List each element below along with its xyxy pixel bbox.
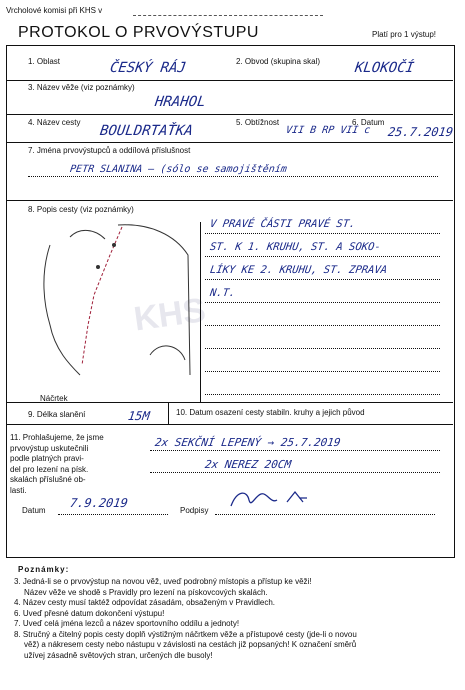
route-line-3: LÍKY KE 2. KRUHU, ST. ZPRAVA <box>209 264 388 276</box>
field-5-value: VII B RP VII c <box>285 125 372 136</box>
page-title: PROTOKOL O PRVOVÝSTUPU <box>18 24 259 41</box>
valid-note: Platí pro 1 výstup! <box>372 30 437 39</box>
notes-title: Poznámky: <box>18 565 70 574</box>
declaration-text: 11. Prohlašujeme, že jsme prvovýstup uskutečnili podle platných pravi- del pro lezení na písk. skalách příslušné ob- lasti. <box>10 433 104 495</box>
field-5-label: 5. Obtížnost <box>236 118 280 127</box>
field-9-value: 15M <box>127 409 151 423</box>
signature <box>225 486 325 514</box>
field-3-value: HRAHOL <box>153 94 207 110</box>
field-6-value: 25.7.2019 <box>387 125 455 139</box>
notes-list: 3. Jedná-li se o prvovýstup na novou věž, uveď podrobný místopis a přístup ke věži! Název věže ve shodě s Pravidly pro lezení na pískovcových skalách. 4. Název cesty musí taktéž odpovídat zásadám, obsaženým v Pravidlech. 6. Uveď přesné datum dokončení výstupu! 7. Uveď celá jména lezců a název sportovního oddílu a jednoty! 8. Stručný a čitelný popis cesty doplň výstižným náčrtkem věže a přístupové cesty (jde-li o novou věž) a nákresem cesty nebo nástupu v závislosti na cestách již popsaných! K označení směrů užívej zásadně světových stran, určených dle busoly! <box>14 577 357 660</box>
field-6-label: 6. Datum <box>352 118 385 127</box>
route-line-2: ST. K 1. KRUHU, ST. A SOKO- <box>209 241 382 253</box>
route-line-1: V PRAVÉ ČÁSTI PRAVÉ ST. <box>209 218 357 230</box>
field-10-line-1: 2x SEKČNÍ LEPENÝ → 25.7.2019 <box>154 436 342 449</box>
field-4-value: BOULDRTAŤKA <box>98 123 194 139</box>
field-10-line-2: 2x NEREZ 20CM <box>204 458 293 471</box>
committee-label: Vrcholové komisi při KHS v <box>6 6 103 15</box>
field-10-label: 10. Datum osazení cesty stabiln. kruhy a jejich původ <box>176 408 365 417</box>
datum-value: 7.9.2019 <box>69 496 129 510</box>
datum-label: Datum <box>22 506 46 515</box>
field-7-value: PETR SLANINA – (sólo se samojištěním <box>69 164 288 175</box>
svg-text:KHS: KHS <box>131 290 208 339</box>
podpisy-label: Podpisy <box>180 506 209 515</box>
field-8-label: 8. Popis cesty (viz poznámky) <box>28 205 134 214</box>
field-1-label: 1. Oblast <box>28 57 61 66</box>
field-9-label: 9. Délka slanění <box>28 410 86 419</box>
route-sketch <box>10 215 208 395</box>
committee-line <box>133 15 323 16</box>
sketch-label: Náčrtek <box>40 394 68 403</box>
field-2-value: KLOKOČÍ <box>353 60 416 76</box>
field-7-label: 7. Jména prvovýstupců a oddílová příslušnost <box>28 146 191 155</box>
field-2-label: 2. Obvod (skupina skal) <box>236 57 321 66</box>
field-3-label: 3. Název věže (viz poznámky) <box>28 83 135 92</box>
field-1-value: ČESKÝ RÁJ <box>108 60 187 76</box>
field-4-label: 4. Název cesty <box>28 118 81 127</box>
route-line-4: N.T. <box>209 287 237 299</box>
